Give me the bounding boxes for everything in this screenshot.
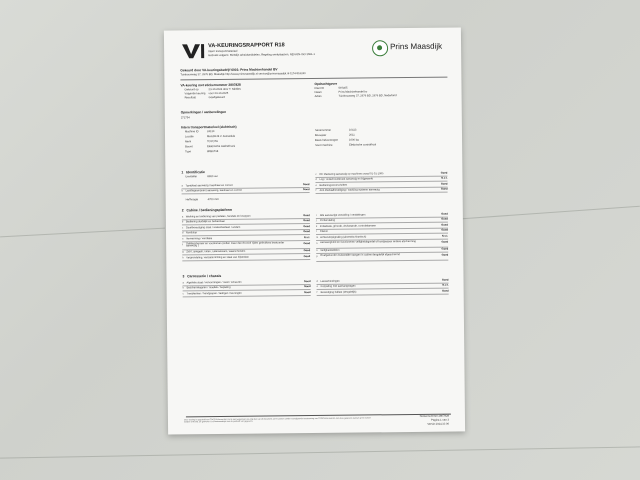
row-divider xyxy=(182,192,310,194)
row-index: f xyxy=(315,189,317,193)
field-value: Prins Machinehandel bv xyxy=(338,90,368,94)
floor-joint xyxy=(462,206,640,219)
row-result: N.v.t. xyxy=(442,283,449,287)
field-label: Naam xyxy=(314,90,322,94)
row-label: Portierslating xyxy=(319,218,336,223)
row-result: Goed xyxy=(441,247,449,251)
row-label: Beschermkappen / moeilek / bepleting xyxy=(186,285,231,290)
report-subtitle: Intern transportmaterieel xyxy=(208,49,238,54)
field-label: Basis hefvermogen xyxy=(315,138,339,142)
field-value: 1600 kg xyxy=(349,138,359,142)
machine-heading: Intern transportmaterieel (elektrisch) xyxy=(180,124,237,130)
row-result: Goed xyxy=(302,188,310,192)
row-result: Goed xyxy=(303,241,311,245)
row-label: Bevestiging ballast (deugdelijk) xyxy=(320,290,357,294)
row-label: Treeplanken / handgrepen / ladrigen / leuningen xyxy=(186,291,242,296)
row-result: N.v.t. xyxy=(441,176,448,180)
row-label: Zicht, spiegels, ruiten, ruitenwissers, waarschuwers xyxy=(186,249,246,254)
field-label: Locatie xyxy=(184,135,194,139)
field-label: Soort machine xyxy=(315,143,333,147)
row-label: Bedieningsvoorschriften xyxy=(319,183,348,187)
gear-icon xyxy=(372,40,388,56)
version-label: Versie 2024.10.06 xyxy=(427,422,450,426)
row-index: e xyxy=(315,183,317,187)
row-label: Algehele staat / vervormingen / roest / scheuren xyxy=(186,280,242,284)
row-index: b xyxy=(181,220,184,224)
section-3-title: 3 Carrosserie / chassis xyxy=(182,273,222,279)
section-1-right xyxy=(315,171,448,193)
row-result: Goed xyxy=(303,285,311,289)
row-label: Leeverbindingen xyxy=(320,279,340,283)
row-result: Goed xyxy=(303,290,311,294)
floor-joint xyxy=(0,446,640,458)
field-value: voor 23-10-2025 xyxy=(208,91,229,96)
row-index: e xyxy=(316,285,318,289)
row-result: Goed xyxy=(441,253,449,257)
field-value: Elektrische trekheftruck xyxy=(207,144,236,149)
field-value: 8FB6T18 xyxy=(207,150,219,154)
checklist-row xyxy=(183,290,311,296)
checklist-row xyxy=(182,254,310,260)
field-value: 8650 uur xyxy=(207,175,219,179)
divider xyxy=(180,77,447,80)
row-label: Typeplaat aanwezig / leesbaar en correct xyxy=(185,183,233,187)
field-value: Mendrik B.V. Asssedule xyxy=(206,134,236,139)
row-result: Goed xyxy=(303,249,311,253)
row-label: Log / onderhoudsboek aanwezig en bijgewerkt xyxy=(319,177,373,182)
row-result: N.v.t. xyxy=(303,235,311,240)
remarks-text: 271754 xyxy=(180,116,190,120)
report-regulation: Gebruikt volgens: Richtlijn arbeidsmiddelen, Regeling werkplaatsen, NEN-EN-ISO 3691-1 xyxy=(208,52,315,58)
field-value: 23-10-2024 door T. Nibbles xyxy=(208,87,241,92)
field-label: Adres xyxy=(314,94,322,98)
field-label: Bouwjaar xyxy=(314,133,327,137)
row-result: Goed xyxy=(441,212,448,216)
row-label: Koppeling met aanhangwagen xyxy=(320,284,356,289)
row-result: Goed xyxy=(441,278,449,282)
field-value: TOYOTA xyxy=(207,140,218,144)
section-2-label: Cabine / bedieningsplatform xyxy=(186,207,233,213)
inspection-report-sheet xyxy=(164,27,465,434)
address-line: Tuinbouwweg 37, 2676 BD, Maasdijk http://www.prinsmaasdijk.nl service@prinsmaasdijk.nl 0174-516240 xyxy=(180,72,306,77)
field-label: Klant ID xyxy=(314,86,325,90)
row-index: c xyxy=(181,226,184,230)
row-result: Goed xyxy=(303,254,311,258)
field-value: Tuinbouwweg 37, 2676 BD, 2676 BD, Nederland xyxy=(338,94,397,98)
field-label: Bouwt xyxy=(185,145,193,149)
row-result: Goed xyxy=(303,219,310,223)
field-value: 10413 xyxy=(348,128,357,132)
row-label: Dakbeschermer en voorkomen (indien meer dan 8t en/of rijden gebruikers bestuurder aanwezig ) xyxy=(186,240,285,248)
row-index: e xyxy=(182,237,184,241)
row-label: Onafgebonden buitentaltle stangen in cabine deugdelijk afgeschermd xyxy=(320,252,400,257)
row-index: l xyxy=(315,230,317,234)
row-index: d xyxy=(181,231,184,235)
row-result: Goed xyxy=(303,224,310,228)
va-keur-logo xyxy=(180,42,206,60)
section-3-left xyxy=(182,279,311,296)
checklist-row xyxy=(317,289,449,295)
row-result: Goed xyxy=(441,217,448,221)
row-index: f xyxy=(182,242,183,246)
row-index: b xyxy=(181,189,183,193)
field-value: 4700 mm xyxy=(207,197,219,202)
row-label: Claxon xyxy=(319,230,329,234)
row-result: Goed xyxy=(441,240,449,244)
row-label: Bediening duidelijk en herkenbaar xyxy=(185,220,226,224)
section-1-left xyxy=(181,182,310,193)
section-2-right xyxy=(315,212,449,258)
row-label: CE Markering aanwezig op machines vanaf 01-01-1995 xyxy=(319,171,384,176)
checklist-row xyxy=(316,187,448,193)
row-index: d xyxy=(315,178,317,182)
row-divider xyxy=(316,259,448,261)
row-label: Achteruitrijsignaling (akoestisch/optisch) xyxy=(320,235,367,239)
row-index: a xyxy=(181,183,183,187)
footer-note: Deze keuring is opgesteld met TOGEVA-format BV. Het is niet toegestaan om enig deel van dit document aan te passen zonder voorafgaande toestemming van TOGEVA-format BV. Aan deze gegevens kunnen geen rechten worden ontleend. De gebruiker is verantwoordelijk voor de juistheid van gegevens. xyxy=(183,417,371,424)
section-1-label: Identificatie xyxy=(186,170,205,175)
row-label: Verwarming / ventilatie xyxy=(186,236,213,241)
section-2-title: 2 Cabine / bedieningsplatform xyxy=(181,207,233,213)
field-label: Hefhoogte xyxy=(185,198,199,202)
floor-joint xyxy=(0,228,165,238)
section-1-title: 1 Identificatie xyxy=(181,170,205,175)
row-divider xyxy=(316,192,448,194)
field-value: Goedgekeurd xyxy=(208,95,225,100)
row-label: Noodstop xyxy=(185,231,198,235)
row-result: Goed xyxy=(440,171,448,175)
row-result: Goed xyxy=(440,182,448,186)
field-label: Serienummer xyxy=(314,128,332,132)
row-result: Goed xyxy=(303,279,311,283)
field-label: Machine ID xyxy=(184,130,199,134)
page-number: Pagina 1 van 3 xyxy=(431,418,450,422)
row-index: p xyxy=(316,254,318,258)
field-label: Gekeurd op xyxy=(184,88,199,92)
section-3-label: Carrosserie / chassis xyxy=(187,273,222,279)
row-label: Alle aanwezige vertolding / vertlakingen xyxy=(319,212,366,217)
footer-divider xyxy=(186,414,451,417)
row-index: g xyxy=(182,250,184,254)
row-index: a xyxy=(181,214,184,218)
row-label: Indeelsele, grinode, drukwaarde, controlelampen xyxy=(319,224,377,228)
row-label: Lastdiagram(men) aanwezig, leesbaar en correct xyxy=(185,188,242,193)
section-2-left xyxy=(181,213,311,260)
sticker-heading: VA-keuring met stickernummer 2807828 xyxy=(180,82,241,88)
row-label: Stoelbevestiging stoel / voetenbeslaan / anders xyxy=(185,225,241,230)
row-index: o xyxy=(316,249,318,253)
row-result: Goed xyxy=(303,230,311,234)
field-value: 2011 xyxy=(348,133,355,137)
section-3-right xyxy=(316,278,449,294)
row-index: f xyxy=(316,290,318,294)
row-index: c xyxy=(315,172,317,176)
row-result: Goed xyxy=(303,213,310,217)
field-value: 24133 xyxy=(206,130,215,134)
client-heading: Opdrachtgever xyxy=(314,81,338,86)
report-title: VA-KEURINGSRAPPORT R18 xyxy=(208,42,285,50)
row-result: Goed xyxy=(440,187,448,191)
row-divider xyxy=(183,295,311,297)
row-result: Goed xyxy=(441,289,449,293)
row-label: Anti-Diefstalbeveiliging / trackiing systeem aanwezig xyxy=(319,188,380,193)
remarks-heading: Opmerkingen / aanbevelingen xyxy=(180,109,227,115)
row-label: Werking en bediening van pedalen, hendels en knoppen xyxy=(185,214,251,218)
row-result: Goed xyxy=(441,223,448,227)
row-index: c xyxy=(182,292,184,296)
field-label: Type xyxy=(185,150,192,154)
field-value: Elektrische contrafhcol xyxy=(349,143,377,147)
row-result: Goed xyxy=(302,182,310,186)
row-index: d xyxy=(316,279,318,283)
row-label: Vergrendeling, vastzetinrichting en staat van bijstreken xyxy=(186,255,250,260)
row-index: h xyxy=(182,256,184,260)
brand-name: Prins Maasdijk xyxy=(390,41,443,52)
row-index: i xyxy=(315,213,317,217)
row-index: n xyxy=(316,241,318,245)
row-index: j xyxy=(315,219,317,223)
prins-maasdijk-logo xyxy=(372,39,452,60)
row-divider xyxy=(182,259,310,261)
keurder-line: Gekeurd door VA-keuringsbedrijf 6001: Prins Machinehandel BV xyxy=(180,67,278,73)
checklist-row xyxy=(182,188,310,194)
row-result: N.v.t. xyxy=(441,234,449,238)
sticker-number: Stickernummer 2807828 xyxy=(419,414,449,418)
row-label: Veiligheidselelon xyxy=(320,248,340,253)
field-label: Urenteller xyxy=(185,175,198,179)
row-index: a xyxy=(182,280,184,284)
field-label: Volgende keuring xyxy=(184,92,206,96)
field-value: 597465 xyxy=(338,86,348,90)
row-index: k xyxy=(315,224,318,228)
field-label: Merk xyxy=(185,140,192,144)
row-index: m xyxy=(316,235,319,239)
field-label: Resultaat xyxy=(184,96,196,100)
checklist-row xyxy=(316,253,448,261)
row-index: b xyxy=(182,286,184,290)
row-result: Goed xyxy=(441,228,449,232)
row-label: Aanwezigheid en functioneren veiligheidsgordel of kooijpassen andere afscherming xyxy=(320,239,416,244)
